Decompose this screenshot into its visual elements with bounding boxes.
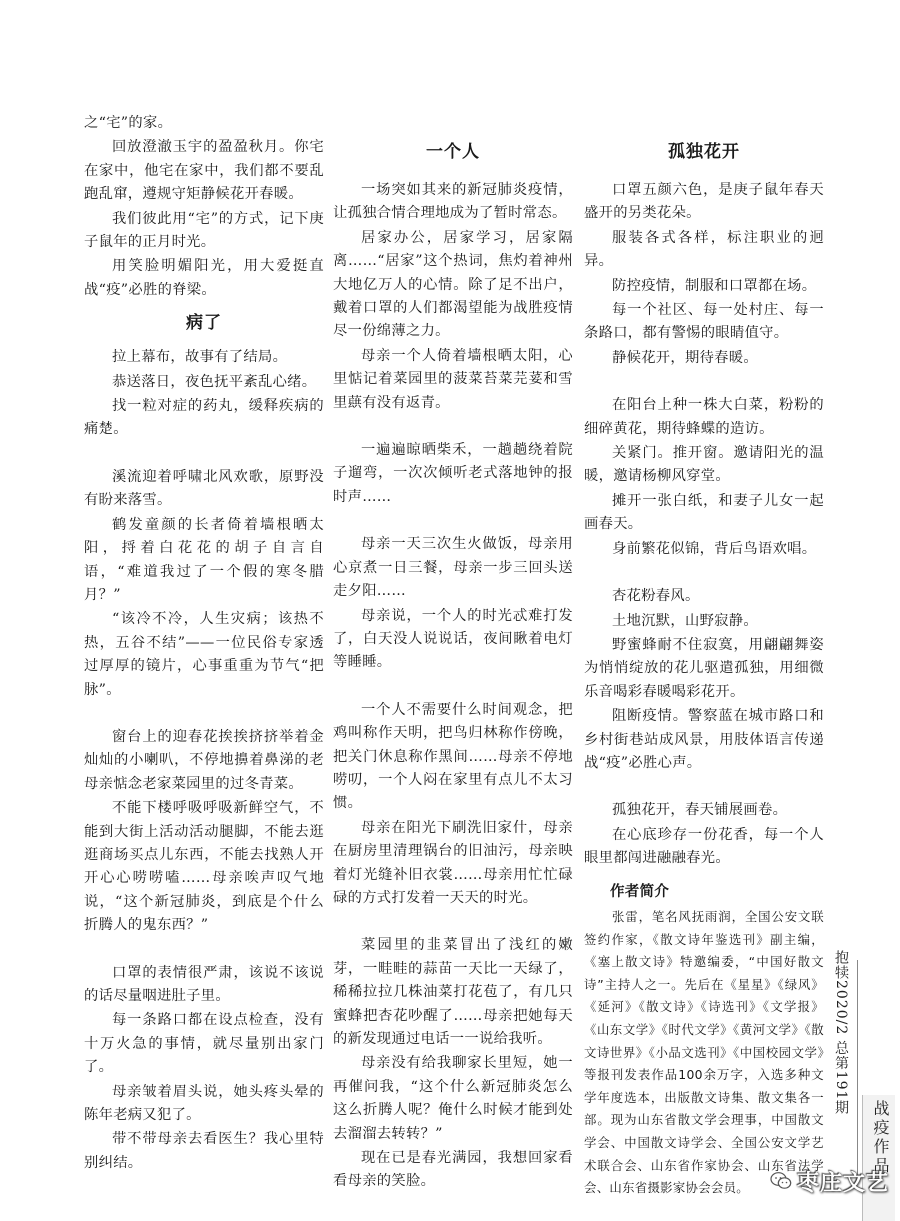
paragraph: 防控疫情，制服和口罩都在场。 — [612, 277, 817, 294]
paragraph: 阻断疫情。警察蓝在城市路口和乡村街巷站成风景，用肢体语言传递战“疫”必胜心声。 — [584, 708, 824, 771]
paragraph: 现在已是春光满园，我想回家看看母亲的笑脸。 — [333, 1150, 573, 1190]
paragraph: 之“宅”的家。 — [84, 115, 173, 131]
poem-title-yigeren: 一个人 — [426, 142, 480, 162]
paragraph: 母亲说，一个人的时光忒难打发了，白天没人说说话，夜间瞅着电灯等睡睡。 — [333, 607, 573, 671]
paragraph: 在心底珍存一份花香，每一个人眼里都闯进融融春光。 — [584, 826, 824, 867]
watermark-text: 枣庄文艺 — [797, 1170, 890, 1196]
wechat-icon — [770, 1171, 792, 1191]
paragraph: 不能下楼呼吸呼吸新鲜空气，不能到大街上活动活动腿脚，不能去逛逛商场买点儿东西，不能去找熟人开开心心唠唠嗑……母亲唉声叹气地说，“这个新冠肺炎，到底是个什么折腾人的鬼东西？” — [84, 800, 324, 934]
paragraph: 在阳台上种一株大白菜，粉粉的细碎黄花，期待蜂蝶的造访。 — [584, 397, 824, 437]
paragraph: 关紧门。推开窗。邀请阳光的温暖，邀请杨柳风穿堂。 — [584, 445, 824, 485]
paragraph: 居家办公，居家学习，居家隔离……“居家”这个热词，焦灼着神州大地亿万人的心情。除了足不出户，戴着口罩的人们都渴望能为战胜疫情尽一份绵薄之力。 — [333, 229, 573, 340]
paragraph: 菜园里的韭菜冒出了浅红的嫩芽，一畦畦的蒜苗一天比一天绿了，稀稀拉拉几株油菜打花苞了，有几只蜜蜂把杏花吵醒了……母亲把她每天的新发现通过电话一一说给我听。 — [333, 937, 573, 1047]
paragraph: 母亲一个人倚着墙根晒太阳，心里惦记着菜园里的菠菜苔菜芫荽和雪里蕻有没有返青。 — [333, 347, 573, 411]
paragraph: “该冷不冷，人生灾病；该热不热，五谷不结”——一位民俗专家透过厚厚的镜片，心事重重为节气“把脉”。 — [84, 611, 324, 698]
paragraph: 摊开一张白纸，和妻子儿女一起画春天。 — [584, 492, 824, 533]
paragraph: 溪流迎着呼啸北风欢歌，原野没有盼来落雪。 — [84, 468, 324, 509]
paragraph: 每一条路口都在设点检查，没有十万火急的事情，就尽量别出家门了。 — [84, 1012, 324, 1076]
paragraph: 杏花粉春风。 — [612, 588, 700, 605]
paragraph: 窗台上的迎春花挨挨挤挤举着金灿灿的小喇叭，不停地擤着鼻涕的老母亲惦念老家菜园里的过冬青菜。 — [84, 728, 324, 792]
paragraph: 身前繁花似锦，背后鸟语欢唱。 — [612, 540, 817, 557]
paragraph: 静候花开，期待春暖。 — [612, 349, 758, 366]
paragraph: 每一个社区、每一处村庄、每一条路口，都有警惕的眼睛值守。 — [584, 302, 824, 342]
paragraph: 口罩五颜六色，是庚子鼠年春天盛开的另类花朵。 — [584, 182, 824, 222]
magazine-issue-label: 抱犊2020/2 总第191期 — [833, 950, 849, 1116]
paragraph: 鹤发童颜的长者倚着墙根晒太阳，捋着白花花的胡子自言自语，“难道我过了一个假的寒冬腊月？” — [84, 516, 324, 603]
paragraph: 母亲一天三次生火做饭，母亲用心京煮一日三餐，母亲一步三回头送走夕阳…… — [333, 536, 573, 600]
column-2 — [333, 112, 573, 1195]
column-1 — [84, 112, 324, 1176]
paragraph: 恭送落日，夜色抚平紊乱心绪。 — [112, 373, 317, 390]
author-bio: 张雷，笔名风抚雨润，全国公安文联签约作家，《散文诗年鉴选刊》副主编，《塞上散文诗》特邀编委，“中国好散文诗”主持人之一。先后在《星星》《绿风》《延河》《散文诗》《诗选刊》《文学报》《山东文学》《时代文学》《黄河文学》《散文诗世界》《小品文选刊》《中国校园文学》等报刊发表作品100余万字，入选多种文学年度选本，出版散文诗集、散文集各一部。现为山东省散文学会理事，中国散文学会、中国散文诗学会、全国公安文学艺术联合会、山东省作家协会、山东省法学会、山东省摄影家协会会员。 — [584, 908, 824, 1196]
paragraph: 土地沉默，山野寂静。 — [612, 612, 758, 629]
poem-title-bingle: 病了 — [186, 313, 222, 334]
paragraph: 口罩的表情很严肃，该说不该说的话尽量咽进肚子里。 — [84, 964, 324, 1004]
paragraph: 一遍遍晾晒柴禾，一趟趟绕着院子遛弯，一次次倾听老式落地钟的报时声…… — [333, 442, 573, 505]
author-bio-title: 作者简介 — [610, 883, 670, 900]
paragraph: 野蜜蜂耐不住寂寞，用翩翩舞姿为悄悄绽放的花儿驱遣孤独，用细微乐音喝彩春暖喝彩花开。 — [584, 636, 824, 700]
paragraph: 服装各式各样，标注职业的迥异。 — [584, 229, 824, 270]
poem-title-guduhuakai: 孤独花开 — [668, 142, 740, 162]
paragraph: 回放澄澈玉宇的盈盈秋月。你宅在家中，他宅在家中，我们都不要乱跑乱窜，遵规守矩静候花开春暖。 — [84, 139, 324, 203]
sidebar-divider — [857, 960, 858, 1180]
paragraph: 找一粒对症的药丸，缓释疾病的痛楚。 — [84, 398, 324, 438]
column-3 — [584, 112, 824, 1201]
paragraph: 一个人不需要什么时间观念，把鸡叫称作天明，把鸟归林称作傍晚，把关门休息称作黑间……母亲不停地唠叨，一个人闷在家里有点儿不太习惯。 — [333, 701, 573, 812]
category-label: 战疫作品 — [871, 1100, 890, 1176]
watermark — [770, 1166, 889, 1196]
paragraph: 孤独花开，春天铺展画卷。 — [612, 802, 788, 819]
paragraph: 拉上幕布，故事有了结局。 — [112, 349, 288, 366]
paragraph: 母亲在阳光下刷洗旧家什，母亲在厨房里清理锅台的旧油污，母亲映着灯光缝补旧衣裳……母亲用忙忙碌碌的方式打发着一天天的时光。 — [333, 819, 573, 906]
paragraph: 用笑脸明媚阳光，用大爱挺直战“疫”必胜的脊梁。 — [84, 258, 324, 298]
paragraph: 一场突如其来的新冠肺炎疫情，让孤独合情合理地成为了暂时常态。 — [333, 182, 573, 222]
paragraph: 母亲皱着眉头说，她头疼头晕的陈年老病又犯了。 — [84, 1083, 324, 1124]
paragraph: 母亲没有给我聊家长里短，她一再催问我，“这个什么新冠肺炎怎么这么折腾人呢？俺什么时候才能到处去溜溜去转转？” — [333, 1055, 573, 1142]
paragraph: 带不带母亲去看医生？我心里特别纠结。 — [84, 1131, 324, 1171]
paragraph: 我们彼此用“宅”的方式，记下庚子鼠年的正月时光。 — [84, 210, 324, 251]
